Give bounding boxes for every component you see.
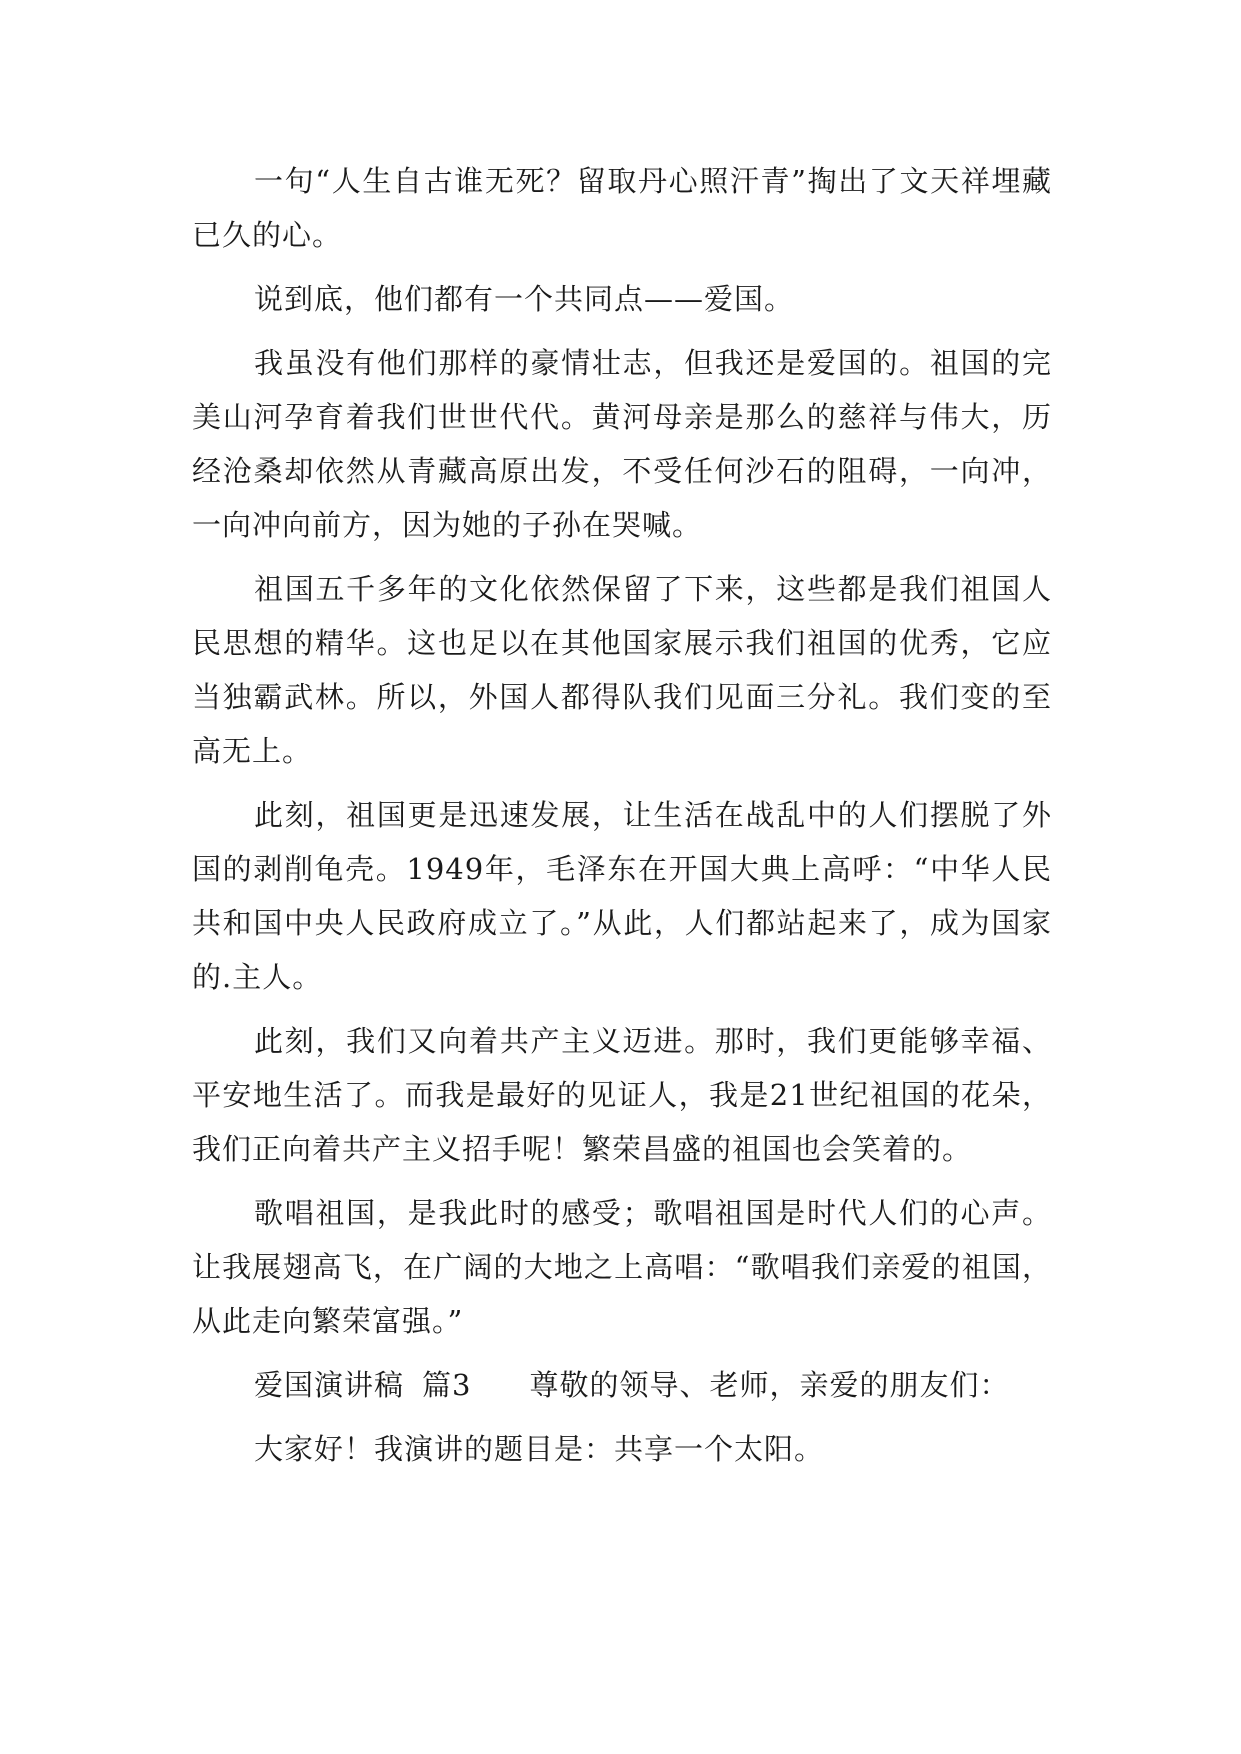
paragraph-yellow-river: 我虽没有他们那样的豪情壮志，但我还是爱国的。祖国的完美山河孕育着我们世世代代。黄河母亲是那么的慈祥与伟大，历经沧桑却依然从青藏高原出发，不受任何沙石的阻碍，一向冲，一向冲向前方，因为她的子孙在哭喊。: [192, 346, 1052, 542]
paragraph-speech-topic: 大家好！我演讲的题目是：共享一个太阳。: [254, 1432, 825, 1466]
document-body: [192, 154, 1052, 1486]
paragraph-1949: 此刻，祖国更是迅速发展，让生活在战乱中的人们摆脱了外国的剥削龟壳。1949年，毛泽东在开国大典上高呼：“中华人民共和国中央人民政府成立了。”从此，人们都站起来了，成为国家的.主人。: [192, 798, 1052, 994]
paragraph-wen-tianxiang: 一句“人生自古谁无死？留取丹心照汗青”掏出了文天祥埋藏已久的心。: [192, 164, 1052, 252]
section-heading-line: [192, 1358, 1052, 1412]
section-greeting: 尊敬的领导、老师，亲爱的朋友们：: [529, 1368, 1010, 1402]
section-number: 篇3: [422, 1368, 472, 1402]
paragraph-common-point: 说到底，他们都有一个共同点——爱国。: [254, 282, 795, 316]
paragraph-sing-motherland: 歌唱祖国，是我此时的感受；歌唱祖国是时代人们的心声。让我展翅高飞，在广阔的大地之上高唱：“歌唱我们亲爱的祖国，从此走向繁荣富强。”: [192, 1196, 1052, 1338]
paragraph-communism: 此刻，我们又向着共产主义迈进。那时，我们更能够幸福、平安地生活了。而我是最好的见证人，我是21世纪祖国的花朵，我们正向着共产主义招手呢！繁荣昌盛的祖国也会笑着的。: [192, 1024, 1052, 1166]
section-title: 爱国演讲稿: [254, 1368, 405, 1402]
paragraph-culture: 祖国五千多年的文化依然保留了下来，这些都是我们祖国人民思想的精华。这也足以在其他国家展示我们祖国的优秀，它应当独霸武林。所以，外国人都得队我们见面三分礼。我们变的至高无上。: [192, 572, 1052, 768]
